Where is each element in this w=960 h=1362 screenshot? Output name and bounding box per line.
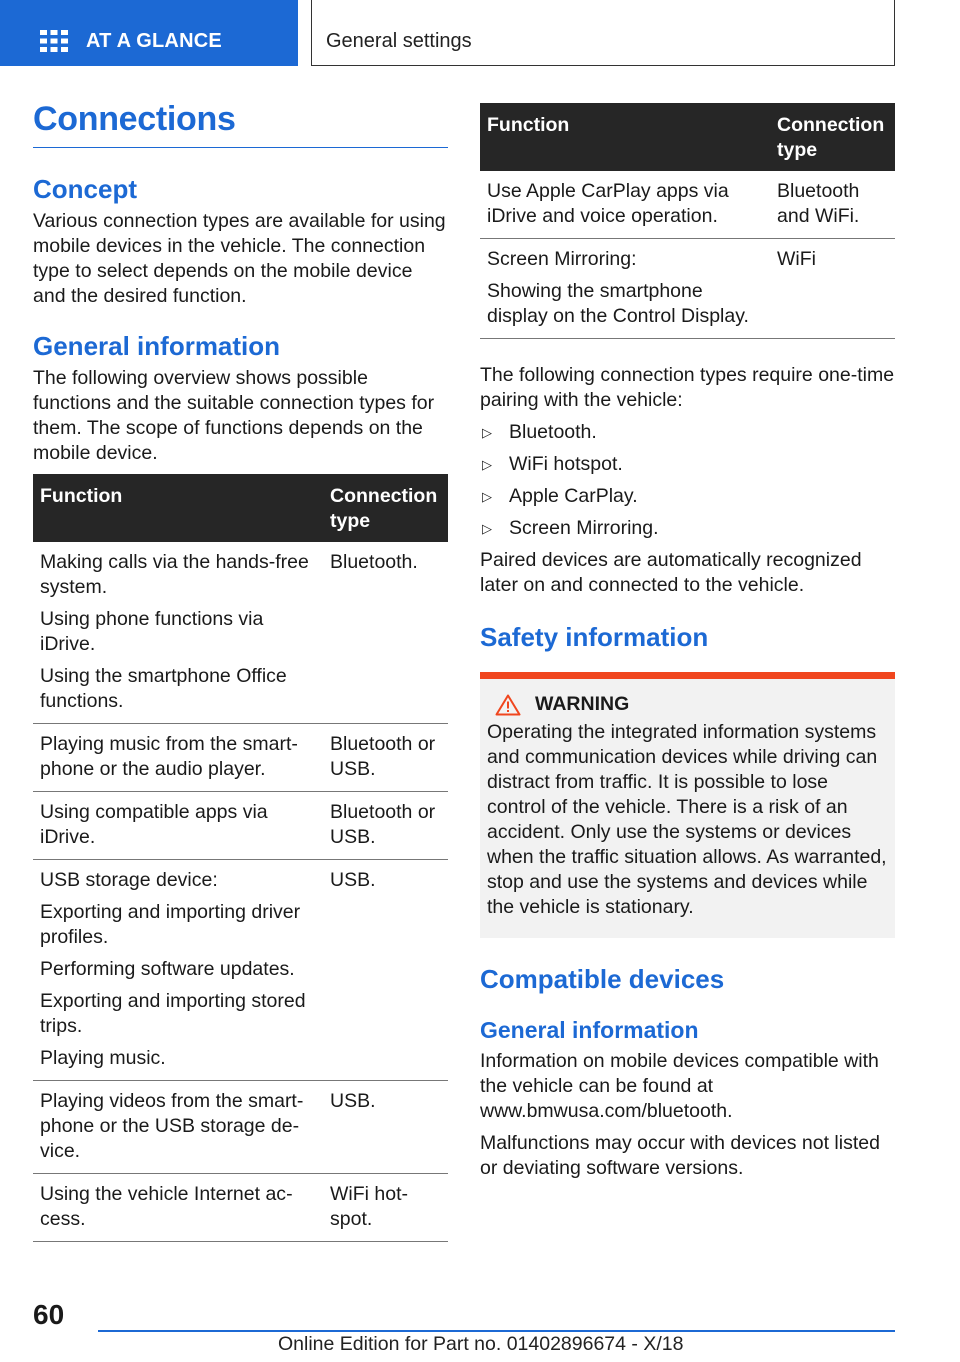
- function-text: Playing videos from the smartphone or the USB storage device.: [40, 1090, 304, 1163]
- function-text: Screen Mirroring:: [487, 248, 637, 270]
- table-row: [33, 542, 448, 724]
- triangle-bullet-icon: ▷: [482, 425, 492, 440]
- connections-table: [33, 474, 448, 1242]
- connection-type: WiFi: [770, 239, 895, 339]
- tab-label: AT A GLANCE: [86, 30, 222, 52]
- column-header-function: Function: [33, 474, 323, 542]
- function-text: USB storage device:: [40, 869, 218, 892]
- compatible-body-2: Malfunctions may occur with devices not listed or deviating software versions.: [480, 1131, 880, 1179]
- function-text: Playing music from the smartphone or the audio player.: [40, 733, 298, 781]
- page-number: 60: [33, 1299, 65, 1330]
- at-a-glance-tab[interactable]: [0, 0, 298, 66]
- list-item: ▷ Apple CarPlay.: [482, 485, 638, 507]
- compatible-devices-heading: Compatible devices: [480, 964, 725, 995]
- triangle-bullet-icon: ▷: [482, 489, 492, 504]
- concept-heading: Concept: [33, 174, 137, 204]
- safety-heading: Safety information: [480, 622, 709, 652]
- connection-type: WiFi hotspot.: [323, 1174, 448, 1242]
- column-header-function: Function: [480, 103, 770, 171]
- left-column: [33, 100, 448, 1242]
- function-text: Exporting and importing driver profiles.: [40, 901, 301, 949]
- table-row: [33, 860, 448, 1081]
- function-text: Using compatible apps via iDrive.: [40, 801, 268, 849]
- right-column: [480, 103, 895, 1181]
- page-header: [0, 0, 960, 66]
- function-text: Use Apple CarPlay apps via iDrive and voice operation.: [487, 180, 729, 227]
- warning-box: [480, 672, 895, 938]
- footer-divider: [98, 1330, 895, 1332]
- pairing-intro: The following connection types require one-time pairing with the vehicle:: [480, 364, 895, 411]
- pairing-list: [480, 420, 895, 541]
- warning-body: Operating the integrated information systems and communication devices while driving can distract from traffic. It is possible to lose control of the vehicle. There is a risk of an accident. Only use the systems or devices when the traffic situation allows. As warranted, stop and use the systems and devices while the vehicle is stationary.: [487, 721, 887, 919]
- triangle-bullet-icon: ▷: [482, 457, 492, 472]
- table-row: [33, 1174, 448, 1242]
- warning-title: WARNING: [487, 693, 887, 716]
- list-item: ▷ Screen Mirroring.: [482, 517, 659, 539]
- table-row: [33, 792, 448, 860]
- list-item: ▷ WiFi hotspot.: [482, 453, 623, 475]
- table-row: [33, 1081, 448, 1174]
- function-text: Making calls via the hands-free system.: [40, 551, 309, 599]
- table-row: [480, 171, 895, 239]
- connection-type: Bluetooth or USB.: [323, 724, 448, 792]
- triangle-bullet-icon: ▷: [482, 521, 492, 536]
- connection-type: USB.: [323, 1081, 448, 1174]
- function-text: Using the vehicle Internet access.: [40, 1183, 293, 1231]
- compatible-general-info-heading: General information: [480, 1017, 699, 1044]
- column-header-connection-type: Connection type: [323, 474, 448, 542]
- section-tab[interactable]: [311, 0, 895, 66]
- function-text: Exporting and importing stored trips.: [40, 990, 306, 1038]
- function-text: Using the smartphone Office functions.: [40, 665, 287, 713]
- connection-type: Bluetooth.: [323, 542, 448, 724]
- concept-body: Various connection types are available for using mobile devices in the vehicle. The connection type to select depends on the mobile device and the desired function.: [33, 210, 446, 308]
- general-info-body: The following overview shows possible functions and the suitable connection types for them. The scope of functions depends on the mobile device.: [33, 367, 435, 465]
- connection-type: Bluetooth and WiFi.: [770, 171, 895, 239]
- edition-text: Online Edition for Part no. 01402896674 - X/18: [278, 1333, 684, 1355]
- table-row: [33, 724, 448, 792]
- page-title: Connections: [33, 100, 448, 148]
- warning-triangle-icon: [495, 694, 521, 716]
- function-text: Showing the smartphone display on the Control Display.: [487, 280, 749, 327]
- function-text: Using phone functions via iDrive.: [40, 608, 264, 656]
- connection-type: USB.: [323, 860, 448, 1081]
- function-text: Playing music.: [40, 1047, 166, 1070]
- compatible-body-1: Information on mobile devices compatible with the vehicle can be found at www.bmwusa.com/bluetooth.: [480, 1049, 879, 1122]
- section-title: General settings: [326, 30, 472, 52]
- list-item: ▷ Bluetooth.: [482, 421, 597, 443]
- connections-table-continued: [480, 103, 895, 339]
- function-text: Performing software updates.: [40, 958, 295, 981]
- general-info-heading: General information: [33, 331, 281, 362]
- pairing-outro: Paired devices are automatically recognized later on and connected to the vehicle.: [480, 549, 862, 596]
- table-row: [480, 239, 895, 339]
- column-header-connection-type: Connection type: [770, 103, 895, 171]
- connection-type: Bluetooth or USB.: [323, 792, 448, 860]
- grid-icon: [40, 30, 68, 52]
